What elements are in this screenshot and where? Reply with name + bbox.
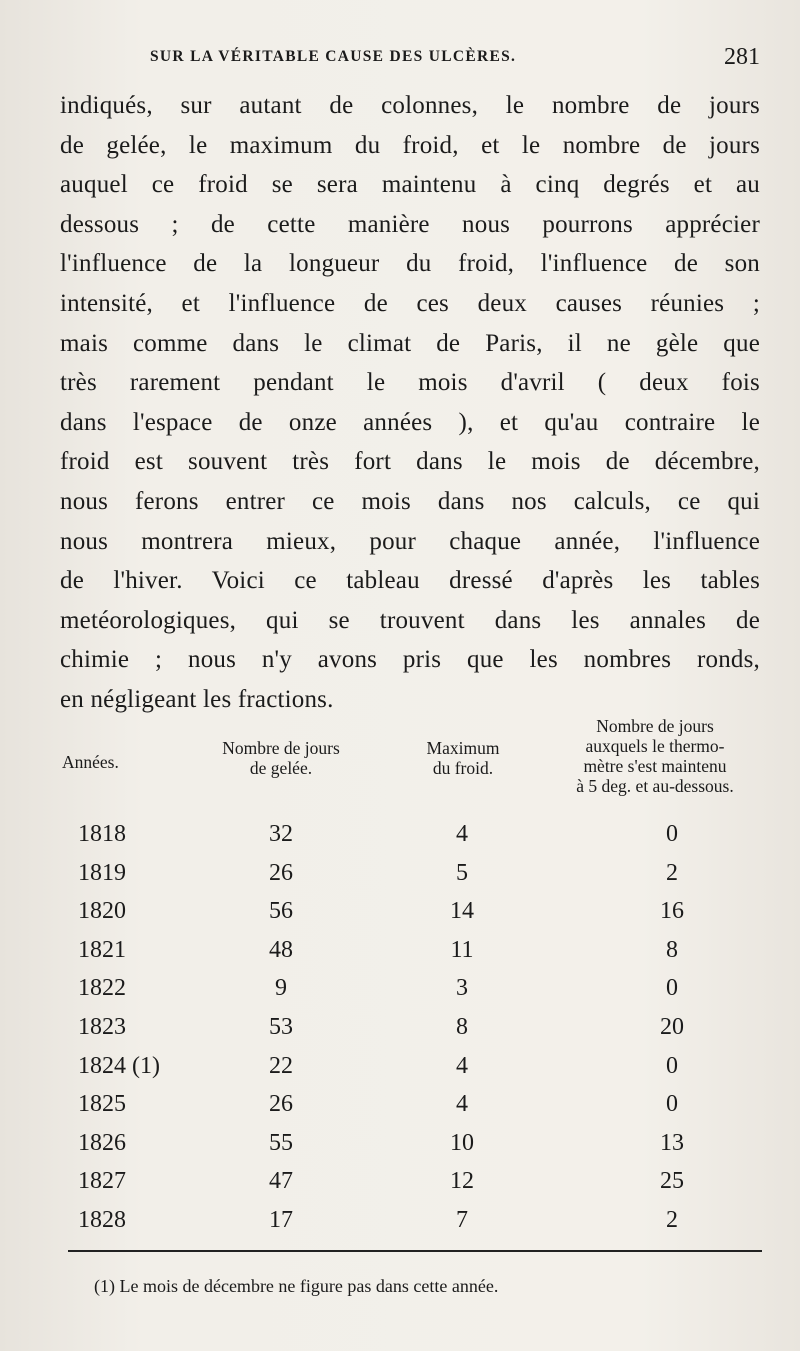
table-row: [0, 855, 800, 894]
text-line: dans l'espace de onze années ), et qu'au contraire le: [60, 408, 760, 436]
header-line: Nombre de jours: [222, 738, 340, 758]
year-cell: 1820: [78, 898, 126, 925]
frost-days-cell: 55: [269, 1129, 293, 1156]
thermo-days-cell: 0: [666, 1052, 678, 1079]
thermo-days-cell: 8: [666, 936, 678, 963]
data-table: [0, 816, 800, 1241]
header-line: Nombre de jours: [596, 716, 714, 736]
max-cold-cell: 8: [456, 1013, 468, 1040]
thermo-days-cell: 0: [666, 1091, 678, 1118]
column-header-years: Années.: [62, 752, 119, 772]
frost-days-cell: 17: [269, 1206, 293, 1233]
text-line: mais comme dans le climat de Paris, il ne gèle que: [60, 329, 760, 357]
text-line: auquel ce froid se sera maintenu à cinq degrés et au: [60, 171, 760, 199]
frost-days-cell: 22: [269, 1052, 293, 1079]
max-cold-cell: 5: [456, 859, 468, 886]
max-cold-cell: 14: [450, 898, 474, 925]
page-header: [150, 44, 760, 74]
year-cell: 1821: [78, 936, 126, 963]
max-cold-cell: 3: [456, 975, 468, 1002]
text-line: metéorologiques, qui se trouvent dans les annales de: [60, 606, 760, 634]
footnote-rule: [68, 1250, 762, 1252]
table-row: [0, 1125, 800, 1164]
column-header-thermometer-days: [548, 716, 762, 796]
thermo-days-cell: 2: [666, 1206, 678, 1233]
body-paragraph: [60, 86, 760, 720]
frost-days-cell: 9: [275, 975, 287, 1002]
header-line: mètre s'est maintenu: [583, 756, 727, 776]
thermo-days-cell: 13: [660, 1129, 684, 1156]
table-row: [0, 1086, 800, 1125]
frost-days-cell: 48: [269, 936, 293, 963]
year-cell: 1822: [78, 975, 126, 1002]
frost-days-cell: 26: [269, 859, 293, 886]
thermo-days-cell: 20: [660, 1013, 684, 1040]
max-cold-cell: 11: [450, 936, 474, 963]
max-cold-cell: 7: [456, 1206, 468, 1233]
column-header-frost-days: [196, 738, 366, 778]
header-line: à 5 deg. et au-dessous.: [576, 776, 734, 796]
year-cell: 1823: [78, 1013, 126, 1040]
running-title: SUR LA VÉRITABLE CAUSE DES ULCÈRES.: [150, 48, 517, 65]
text-line: nous ferons entrer ce mois dans nos calculs, ce qui: [60, 487, 760, 515]
max-cold-cell: 4: [456, 1091, 468, 1118]
column-header-max-cold: [408, 738, 518, 778]
page-number: 281: [724, 44, 760, 70]
table-row: [0, 970, 800, 1009]
table-row: [0, 1163, 800, 1202]
text-line: intensité, et l'influence de ces deux causes réunies ;: [60, 289, 760, 317]
year-cell: 1828: [78, 1206, 126, 1233]
text-line: indiqués, sur autant de colonnes, le nombre de jours: [60, 92, 760, 119]
header-line: auxquels le thermo-: [585, 736, 725, 756]
year-cell: 1824 (1): [78, 1052, 160, 1079]
year-cell: 1819: [78, 859, 126, 886]
text-line: l'influence de la longueur du froid, l'influence de son: [60, 250, 760, 278]
header-line: de gelée.: [249, 758, 313, 778]
frost-days-cell: 56: [269, 898, 293, 925]
text-line: de gelée, le maximum du froid, et le nombre de jours: [60, 131, 760, 159]
frost-days-cell: 53: [269, 1013, 293, 1040]
table-row: [0, 893, 800, 932]
frost-days-cell: 26: [269, 1091, 293, 1118]
table-row: [0, 932, 800, 971]
footnote: (1) Le mois de décembre ne figure pas dans cette année.: [94, 1276, 499, 1296]
text-line: froid est souvent très fort dans le mois de décembre,: [60, 448, 760, 476]
max-cold-cell: 10: [450, 1129, 474, 1156]
table-row: [0, 1202, 800, 1241]
thermo-days-cell: 25: [660, 1168, 684, 1195]
table-row: [0, 1048, 800, 1087]
year-cell: 1826: [78, 1129, 126, 1156]
frost-days-cell: 47: [269, 1168, 293, 1195]
text-line: de l'hiver. Voici ce tableau dressé d'après les tables: [60, 567, 760, 595]
table-row: [0, 816, 800, 855]
year-cell: 1825: [78, 1091, 126, 1118]
thermo-days-cell: 0: [666, 975, 678, 1002]
thermo-days-cell: 2: [666, 859, 678, 886]
text-line: dessous ; de cette manière nous pourrons apprécier: [60, 210, 760, 238]
frost-days-cell: 32: [269, 821, 293, 847]
text-line: chimie ; nous n'y avons pris que les nombres ronds,: [60, 646, 760, 674]
header-line: Maximum: [426, 738, 500, 758]
text-line: en négligeant les fractions.: [60, 685, 334, 713]
text-line: nous montrera mieux, pour chaque année, l'influence: [60, 527, 760, 555]
header-line: du froid.: [432, 758, 494, 778]
max-cold-cell: 4: [456, 1052, 468, 1079]
max-cold-cell: 4: [456, 821, 468, 847]
text-line: très rarement pendant le mois d'avril ( deux fois: [60, 369, 760, 397]
year-cell: 1827: [78, 1168, 126, 1195]
thermo-days-cell: 0: [666, 821, 678, 847]
table-row: [0, 1009, 800, 1048]
thermo-days-cell: 16: [660, 898, 684, 925]
year-cell: 1818: [78, 821, 126, 847]
max-cold-cell: 12: [450, 1168, 474, 1195]
